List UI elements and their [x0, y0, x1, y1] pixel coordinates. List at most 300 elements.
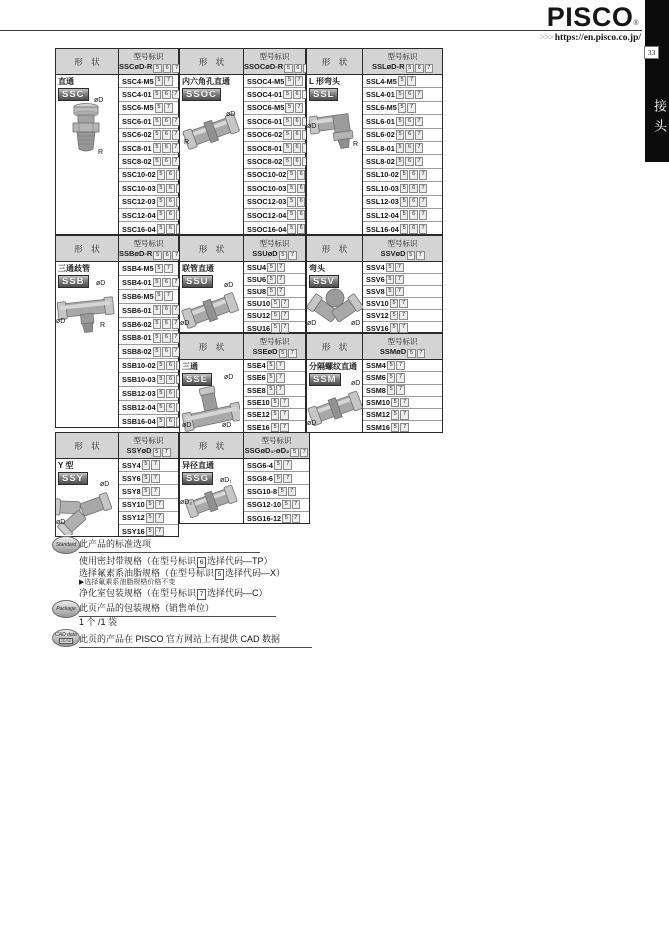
- type-name: 弯头: [309, 264, 325, 273]
- table-row: SSE10 5 7: [244, 397, 305, 409]
- option-code-box: 7: [172, 143, 181, 153]
- ssy-product-photo: [56, 485, 112, 535]
- option-code-box: 6: [162, 130, 171, 140]
- option-code-box: 5: [215, 569, 224, 580]
- option-code-box: 7: [395, 275, 404, 285]
- table-row: SSV8 5 7: [363, 286, 442, 298]
- model-pattern: SSBøD-R 5 6 7: [119, 249, 178, 261]
- option-code-box: 5: [396, 157, 405, 167]
- option-code-box: 5: [391, 423, 400, 433]
- series-badge-ssy: SSY: [58, 472, 88, 485]
- table-row: SSL10-02 5 6 7: [363, 169, 442, 182]
- option-code-box: 5: [153, 319, 162, 329]
- chapter-tab-label: 接头: [652, 99, 667, 139]
- option-code-box: 5: [267, 263, 276, 273]
- option-code-box: 5: [287, 224, 296, 234]
- table-row: SSV4 5 7: [363, 262, 442, 274]
- option-code-box: 5: [285, 76, 294, 86]
- table-row: SSV6 5 7: [363, 274, 442, 286]
- table-row: SSOC4-M5 5 7: [244, 75, 305, 88]
- option-code-box: 7: [400, 410, 409, 420]
- option-code-box: 7: [172, 64, 181, 74]
- table-row: SSOC10-02 5 6: [244, 169, 305, 182]
- option-code-box: 7: [162, 448, 171, 458]
- option-code-box: 5: [271, 311, 280, 321]
- model-pattern: SSYøD 5 7: [119, 446, 178, 458]
- model-column-header: [119, 236, 178, 262]
- option-code-box: 7: [288, 251, 297, 261]
- option-code-box: 7: [283, 460, 292, 470]
- model-header-label: 型号标识: [259, 336, 290, 346]
- type-name: 联管直通: [182, 264, 214, 273]
- option-code-box: 7: [281, 323, 290, 333]
- table-row: SSY12 5 7: [119, 512, 178, 525]
- option-code-box: 5: [279, 251, 288, 261]
- table-row: SSOC4-01 5 6: [244, 88, 305, 101]
- table-row: SSOC6-02 5 6: [244, 129, 305, 142]
- option-code-box: 6: [162, 333, 171, 343]
- option-code-box: 5: [386, 263, 395, 273]
- diameter-label: øD₁: [220, 477, 232, 484]
- option-code-box: 6: [163, 251, 172, 261]
- option-code-box: 7: [400, 398, 409, 408]
- option-code-box: 5: [267, 361, 276, 371]
- option-code-box: 5: [407, 349, 416, 359]
- option-code-box: 5: [153, 278, 162, 288]
- option-code-box: 6: [162, 278, 171, 288]
- option-code-box: 7: [281, 311, 290, 321]
- table-row: SSU16 5 7: [244, 322, 305, 334]
- option-code-box: 6: [162, 117, 171, 127]
- model-header-label: 型号标识: [261, 435, 292, 445]
- option-code-box: 7: [172, 333, 181, 343]
- option-code-box: 7: [281, 299, 290, 309]
- option-code-box: 5: [287, 170, 296, 180]
- diameter-label: øD: [226, 111, 236, 118]
- option-code-box: 6: [409, 210, 418, 220]
- diameter-label: øD: [100, 481, 110, 488]
- table-row: SSG16-12 5 7: [244, 512, 309, 525]
- option-code-box: 5: [279, 349, 288, 359]
- table-row: SSG6-4 5 7: [244, 459, 309, 472]
- table-row: SSL4-M5 5 7: [363, 75, 442, 88]
- model-pattern: SSUøD 5 7: [244, 249, 305, 261]
- table-row: SSY4 5 7: [119, 459, 178, 472]
- table-row: SSE12 5 7: [244, 409, 305, 421]
- cad-data-badge-icon: [52, 629, 80, 647]
- table-row: SSU4 5 7: [244, 262, 305, 274]
- model-pattern: SSCøD-R 5 6 7: [119, 62, 178, 74]
- type-name: Y 型: [58, 461, 74, 470]
- table-row: SSC8-02 5 6 7: [119, 155, 178, 168]
- option-code-box: 5: [290, 448, 299, 458]
- option-code-box: 7: [396, 385, 405, 395]
- model-column-header: [363, 49, 442, 75]
- option-code-box: 5: [157, 403, 166, 413]
- option-code-box: 5: [146, 500, 155, 510]
- option-code-box: 7: [395, 287, 404, 297]
- table-row: SSOC8-01 5 6: [244, 142, 305, 155]
- option-code-box: 7: [288, 349, 297, 359]
- option-code-box: 5: [157, 417, 166, 427]
- header-rule: [0, 30, 642, 31]
- option-code-box: 5: [287, 197, 296, 207]
- table-row: SSB12-03 5 6: [119, 387, 178, 401]
- option-code-box: 5: [400, 197, 409, 207]
- series-badge-ssv: SSV: [309, 275, 339, 288]
- diameter-label: øD: [351, 320, 361, 327]
- diameter-label: øD₂: [180, 499, 193, 506]
- option-code-box: 7: [415, 117, 424, 127]
- note-heading: 此页产品的包装规格（销售单位）: [79, 601, 276, 617]
- model-column-header: [119, 433, 178, 459]
- type-name: 三通歧管: [58, 264, 90, 273]
- option-code-box: 5: [271, 398, 280, 408]
- option-code-box: 6: [162, 319, 171, 329]
- option-code-box: 7: [164, 76, 173, 86]
- option-code-box: 5: [153, 305, 162, 315]
- shape-cell-ssm: [307, 360, 363, 432]
- table-row: SSB6-02 5 6 7: [119, 318, 178, 332]
- option-code-box: 7: [395, 263, 404, 273]
- option-code-box: 5: [283, 117, 292, 127]
- option-code-box: 7: [295, 103, 304, 113]
- option-code-box: 6: [197, 557, 206, 568]
- option-code-box: 7: [292, 514, 301, 524]
- option-code-box: 7: [172, 90, 181, 100]
- diameter-label: øD: [56, 519, 66, 526]
- option-code-box: 5: [157, 375, 166, 385]
- diameter-label: R: [184, 139, 190, 146]
- option-code-box: 5: [153, 117, 162, 127]
- table-row: SSM6 5 7: [363, 372, 442, 384]
- option-code-box: 5: [153, 130, 162, 140]
- type-name: 内六角孔直通: [182, 77, 230, 86]
- diameter-label: øD: [307, 320, 317, 327]
- model-header-label: 型号标识: [133, 435, 164, 445]
- table-row: SSE6 5 7: [244, 372, 305, 384]
- table-row: SSL6-02 5 6 7: [363, 129, 442, 142]
- option-code-box: 5: [386, 275, 395, 285]
- option-code-box: 5: [157, 184, 166, 194]
- table-row: SSB16-04 5 6: [119, 415, 178, 429]
- option-code-box: 6: [166, 375, 175, 385]
- model-header-label: 型号标识: [133, 238, 164, 248]
- table-row: SSM8 5 7: [363, 385, 442, 397]
- option-code-box: 6: [294, 64, 303, 74]
- option-code-box: 5: [283, 130, 292, 140]
- table-row: SSC10-02 5 6: [119, 169, 178, 182]
- option-code-box: 7: [425, 64, 434, 74]
- shape-cell-sse: [180, 360, 244, 432]
- table-row: SSC4-01 5 6 7: [119, 88, 178, 101]
- option-code-box: 6: [166, 224, 175, 234]
- series-badge-ssu: SSU: [182, 275, 213, 288]
- option-code-box: 5: [157, 170, 166, 180]
- diameter-label: øD: [182, 422, 192, 429]
- series-badge-ssc: SSC: [58, 88, 89, 101]
- option-code-box: 6: [166, 361, 175, 371]
- table-row: SSC12-04 5 6: [119, 209, 178, 222]
- option-code-box: 7: [417, 349, 426, 359]
- option-code-box: 5: [142, 460, 151, 470]
- option-code-box: 5: [153, 143, 162, 153]
- table-row: SSOC6-01 5 6: [244, 115, 305, 128]
- option-code-box: 6: [293, 117, 302, 127]
- option-code-box: 7: [419, 210, 428, 220]
- option-code-box: 5: [407, 251, 416, 261]
- shape-cell-ssg: [180, 459, 244, 523]
- model-pattern: SSLøD-R 5 6 7: [363, 62, 442, 74]
- option-code-box: 5: [284, 64, 293, 74]
- option-code-box: 5: [282, 514, 291, 524]
- table-row: SSY10 5 7: [119, 499, 178, 512]
- option-code-box: 5: [400, 210, 409, 220]
- option-code-box: 6: [409, 197, 418, 207]
- table-row: SSL6-M5 5 7: [363, 102, 442, 115]
- table-ssg: [179, 432, 310, 524]
- table-row: SSB12-04 5 6: [119, 401, 178, 415]
- series-badge-ssg: SSG: [182, 472, 213, 485]
- option-code-box: 5: [406, 64, 415, 74]
- table-row: SSL4-01 5 6 7: [363, 88, 442, 101]
- option-code-box: 6: [409, 170, 418, 180]
- option-code-box: 7: [172, 117, 181, 127]
- option-code-box: 6: [166, 403, 175, 413]
- model-header-label: 型号标识: [387, 51, 418, 61]
- option-code-box: 5: [153, 251, 162, 261]
- option-code-box: 6: [297, 224, 306, 234]
- option-code-box: 7: [277, 263, 286, 273]
- table-row: SSL12-03 5 6 7: [363, 196, 442, 209]
- table-row: SSL8-01 5 6 7: [363, 142, 442, 155]
- option-code-box: 7: [399, 323, 408, 333]
- badge-label: Package: [56, 606, 76, 612]
- option-code-box: 5: [398, 76, 407, 86]
- shape-cell-ssb: [56, 262, 119, 427]
- option-code-box: 6: [166, 184, 175, 194]
- option-code-box: 5: [396, 130, 405, 140]
- diameter-label: øD: [224, 282, 234, 289]
- model-column-header: [244, 334, 305, 360]
- table-ssv: [306, 235, 443, 333]
- model-pattern: SSVøD 5 7: [363, 249, 442, 261]
- series-badge-ssm: SSM: [309, 373, 341, 386]
- diameter-label: øD: [56, 318, 66, 325]
- option-code-box: 7: [276, 361, 285, 371]
- table-row: SSOC6-M5 5 7: [244, 102, 305, 115]
- model-pattern: SSOCøD-R 5 6: [244, 62, 305, 74]
- option-code-box: 5: [390, 323, 399, 333]
- model-header-label: 型号标识: [259, 51, 290, 61]
- option-code-box: 5: [153, 90, 162, 100]
- option-code-box: 7: [197, 589, 206, 600]
- table-ssb: [55, 235, 179, 428]
- table-row: SSB4-01 5 6 7: [119, 276, 178, 290]
- option-code-box: 5: [267, 373, 276, 383]
- option-code-box: 6: [405, 117, 414, 127]
- option-code-box: 5: [271, 410, 280, 420]
- table-row: SSY16 5 7: [119, 525, 178, 538]
- option-code-box: 5: [153, 64, 162, 74]
- series-badge-ssl: SSL: [309, 88, 338, 101]
- table-row: SSC6-M5 5 7: [119, 102, 178, 115]
- shape-column-header: 形 状: [56, 49, 119, 75]
- model-header-label: 型号标识: [387, 336, 418, 346]
- table-ssl: [306, 48, 443, 235]
- model-pattern: SSMøD 5 7: [363, 347, 442, 359]
- url-arrows: >>>: [539, 33, 553, 43]
- option-code-box: 6: [415, 64, 424, 74]
- diameter-label: øD: [224, 374, 234, 381]
- type-name: 直通: [58, 77, 74, 86]
- option-code-box: 5: [271, 299, 280, 309]
- table-row: SSOC16-04 5 6: [244, 222, 305, 235]
- option-code-box: 7: [172, 347, 181, 357]
- option-code-box: 6: [162, 143, 171, 153]
- option-code-box: 6: [166, 197, 175, 207]
- option-code-box: 7: [396, 373, 405, 383]
- table-row: SSC16-04 5 6: [119, 222, 178, 235]
- option-code-box: 5: [386, 287, 395, 297]
- option-code-box: 6: [297, 197, 306, 207]
- option-code-box: 7: [292, 500, 301, 510]
- model-column-header: [119, 49, 178, 75]
- option-code-box: 5: [387, 385, 396, 395]
- option-code-box: 6: [405, 130, 414, 140]
- table-ssu: [179, 235, 306, 333]
- option-code-box: 5: [267, 287, 276, 297]
- option-code-box: 7: [416, 251, 425, 261]
- table-row: SSV10 5 7: [363, 298, 442, 310]
- shape-cell-ssoc: [180, 75, 244, 234]
- option-code-box: 5: [285, 103, 294, 113]
- option-code-box: 5: [400, 170, 409, 180]
- option-code-box: 7: [419, 184, 428, 194]
- option-code-box: 7: [407, 103, 416, 113]
- option-code-box: 5: [274, 474, 283, 484]
- option-code-box: 7: [172, 305, 181, 315]
- shape-cell-ssu: [180, 262, 244, 332]
- table-row: SSM16 5 7: [363, 422, 442, 434]
- table-ssm: [306, 333, 443, 433]
- option-code-box: 5: [396, 90, 405, 100]
- table-row: SSG8-6 5 7: [244, 472, 309, 485]
- option-code-box: 5: [157, 361, 166, 371]
- shape-column-header: 形 状: [307, 236, 363, 262]
- table-row: SSOC8-02 5 6: [244, 155, 305, 168]
- table-row: SSU12 5 7: [244, 310, 305, 322]
- series-badge-sse: SSE: [182, 373, 212, 386]
- option-code-box: 5: [271, 323, 280, 333]
- option-code-box: 5: [267, 275, 276, 285]
- option-code-box: 7: [276, 373, 285, 383]
- table-ssc: [55, 48, 179, 235]
- table-row: SSC8-01 5 6 7: [119, 142, 178, 155]
- option-code-box: 7: [164, 103, 173, 113]
- table-row: SSC10-03 5 6: [119, 182, 178, 195]
- model-header-label: 型号标识: [133, 51, 164, 61]
- diameter-label: R: [98, 149, 104, 156]
- table-row: SSY8 5 7: [119, 485, 178, 498]
- model-pattern: SSGøD₁-øD₂ 5 7: [244, 446, 309, 458]
- table-row: SSL6-01 5 6 7: [363, 115, 442, 128]
- option-code-box: 5: [157, 197, 166, 207]
- table-row: SSOC12-03 5 6: [244, 196, 305, 209]
- option-code-box: 5: [142, 474, 151, 484]
- option-code-box: 6: [405, 90, 414, 100]
- diameter-label: øD: [351, 380, 361, 387]
- table-row: SSU6 5 7: [244, 274, 305, 286]
- model-column-header: [363, 334, 442, 360]
- table-row: SSV12 5 7: [363, 310, 442, 322]
- diameter-label: øD: [222, 422, 232, 429]
- option-code-box: 5: [283, 157, 292, 167]
- option-code-box: 5: [282, 500, 291, 510]
- option-code-box: 5: [155, 76, 164, 86]
- table-row: SSM12 5 7: [363, 409, 442, 421]
- page-number: 33: [644, 46, 659, 59]
- pisco-logo: PISCO®: [546, 2, 639, 32]
- option-code-box: 7: [164, 264, 173, 274]
- option-code-box: 6: [405, 143, 414, 153]
- table-row: SSB8-02 5 6 7: [119, 345, 178, 359]
- table-row: SSM4 5 7: [363, 360, 442, 372]
- option-code-box: 6: [293, 143, 302, 153]
- option-code-box: 7: [407, 76, 416, 86]
- option-code-box: 5: [387, 361, 396, 371]
- ssb-product-photo: [56, 288, 116, 336]
- table-row: SSOC10-03 5 6: [244, 182, 305, 195]
- badge-sub-label: 2D/3D: [60, 639, 72, 644]
- option-code-box: 7: [151, 474, 160, 484]
- note-heading: 此页的产品在 PISCO 官方网站上有提供 CAD 数据: [79, 632, 312, 648]
- option-code-box: 7: [172, 130, 181, 140]
- table-row: SSE8 5 7: [244, 385, 305, 397]
- option-code-box: 5: [391, 398, 400, 408]
- option-code-box: 5: [400, 224, 409, 234]
- option-code-box: 6: [293, 157, 302, 167]
- option-code-box: 7: [172, 251, 181, 261]
- option-code-box: 7: [288, 487, 297, 497]
- option-code-box: 5: [157, 210, 166, 220]
- option-code-box: 6: [409, 224, 418, 234]
- option-code-box: 5: [155, 103, 164, 113]
- site-url[interactable]: >>> https://en.pisco.co.jp/: [539, 33, 641, 43]
- option-code-box: 7: [396, 361, 405, 371]
- shape-column-header: 形 状: [180, 49, 244, 75]
- option-code-box: 5: [391, 410, 400, 420]
- option-code-box: 5: [400, 184, 409, 194]
- note-line: ▶选择氟素系油脂规格价格不变: [79, 579, 176, 586]
- table-row: SSB8-01 5 6 7: [119, 332, 178, 346]
- note-line: 净化室包装规格（在型号标识 7 选择代码—C）: [79, 588, 268, 598]
- option-code-box: 7: [400, 423, 409, 433]
- table-row: SSL16-04 5 6 7: [363, 222, 442, 235]
- option-code-box: 7: [172, 278, 181, 288]
- model-header-label: 型号标识: [259, 238, 290, 248]
- option-code-box: 6: [297, 184, 306, 194]
- option-code-box: 5: [287, 210, 296, 220]
- option-code-box: 5: [153, 448, 162, 458]
- option-code-box: 7: [415, 130, 424, 140]
- option-code-box: 7: [399, 311, 408, 321]
- diameter-label: R: [353, 141, 359, 148]
- table-ssy: [55, 432, 179, 537]
- option-code-box: 6: [405, 157, 414, 167]
- option-code-box: 6: [162, 157, 171, 167]
- diameter-label: øD: [307, 123, 317, 130]
